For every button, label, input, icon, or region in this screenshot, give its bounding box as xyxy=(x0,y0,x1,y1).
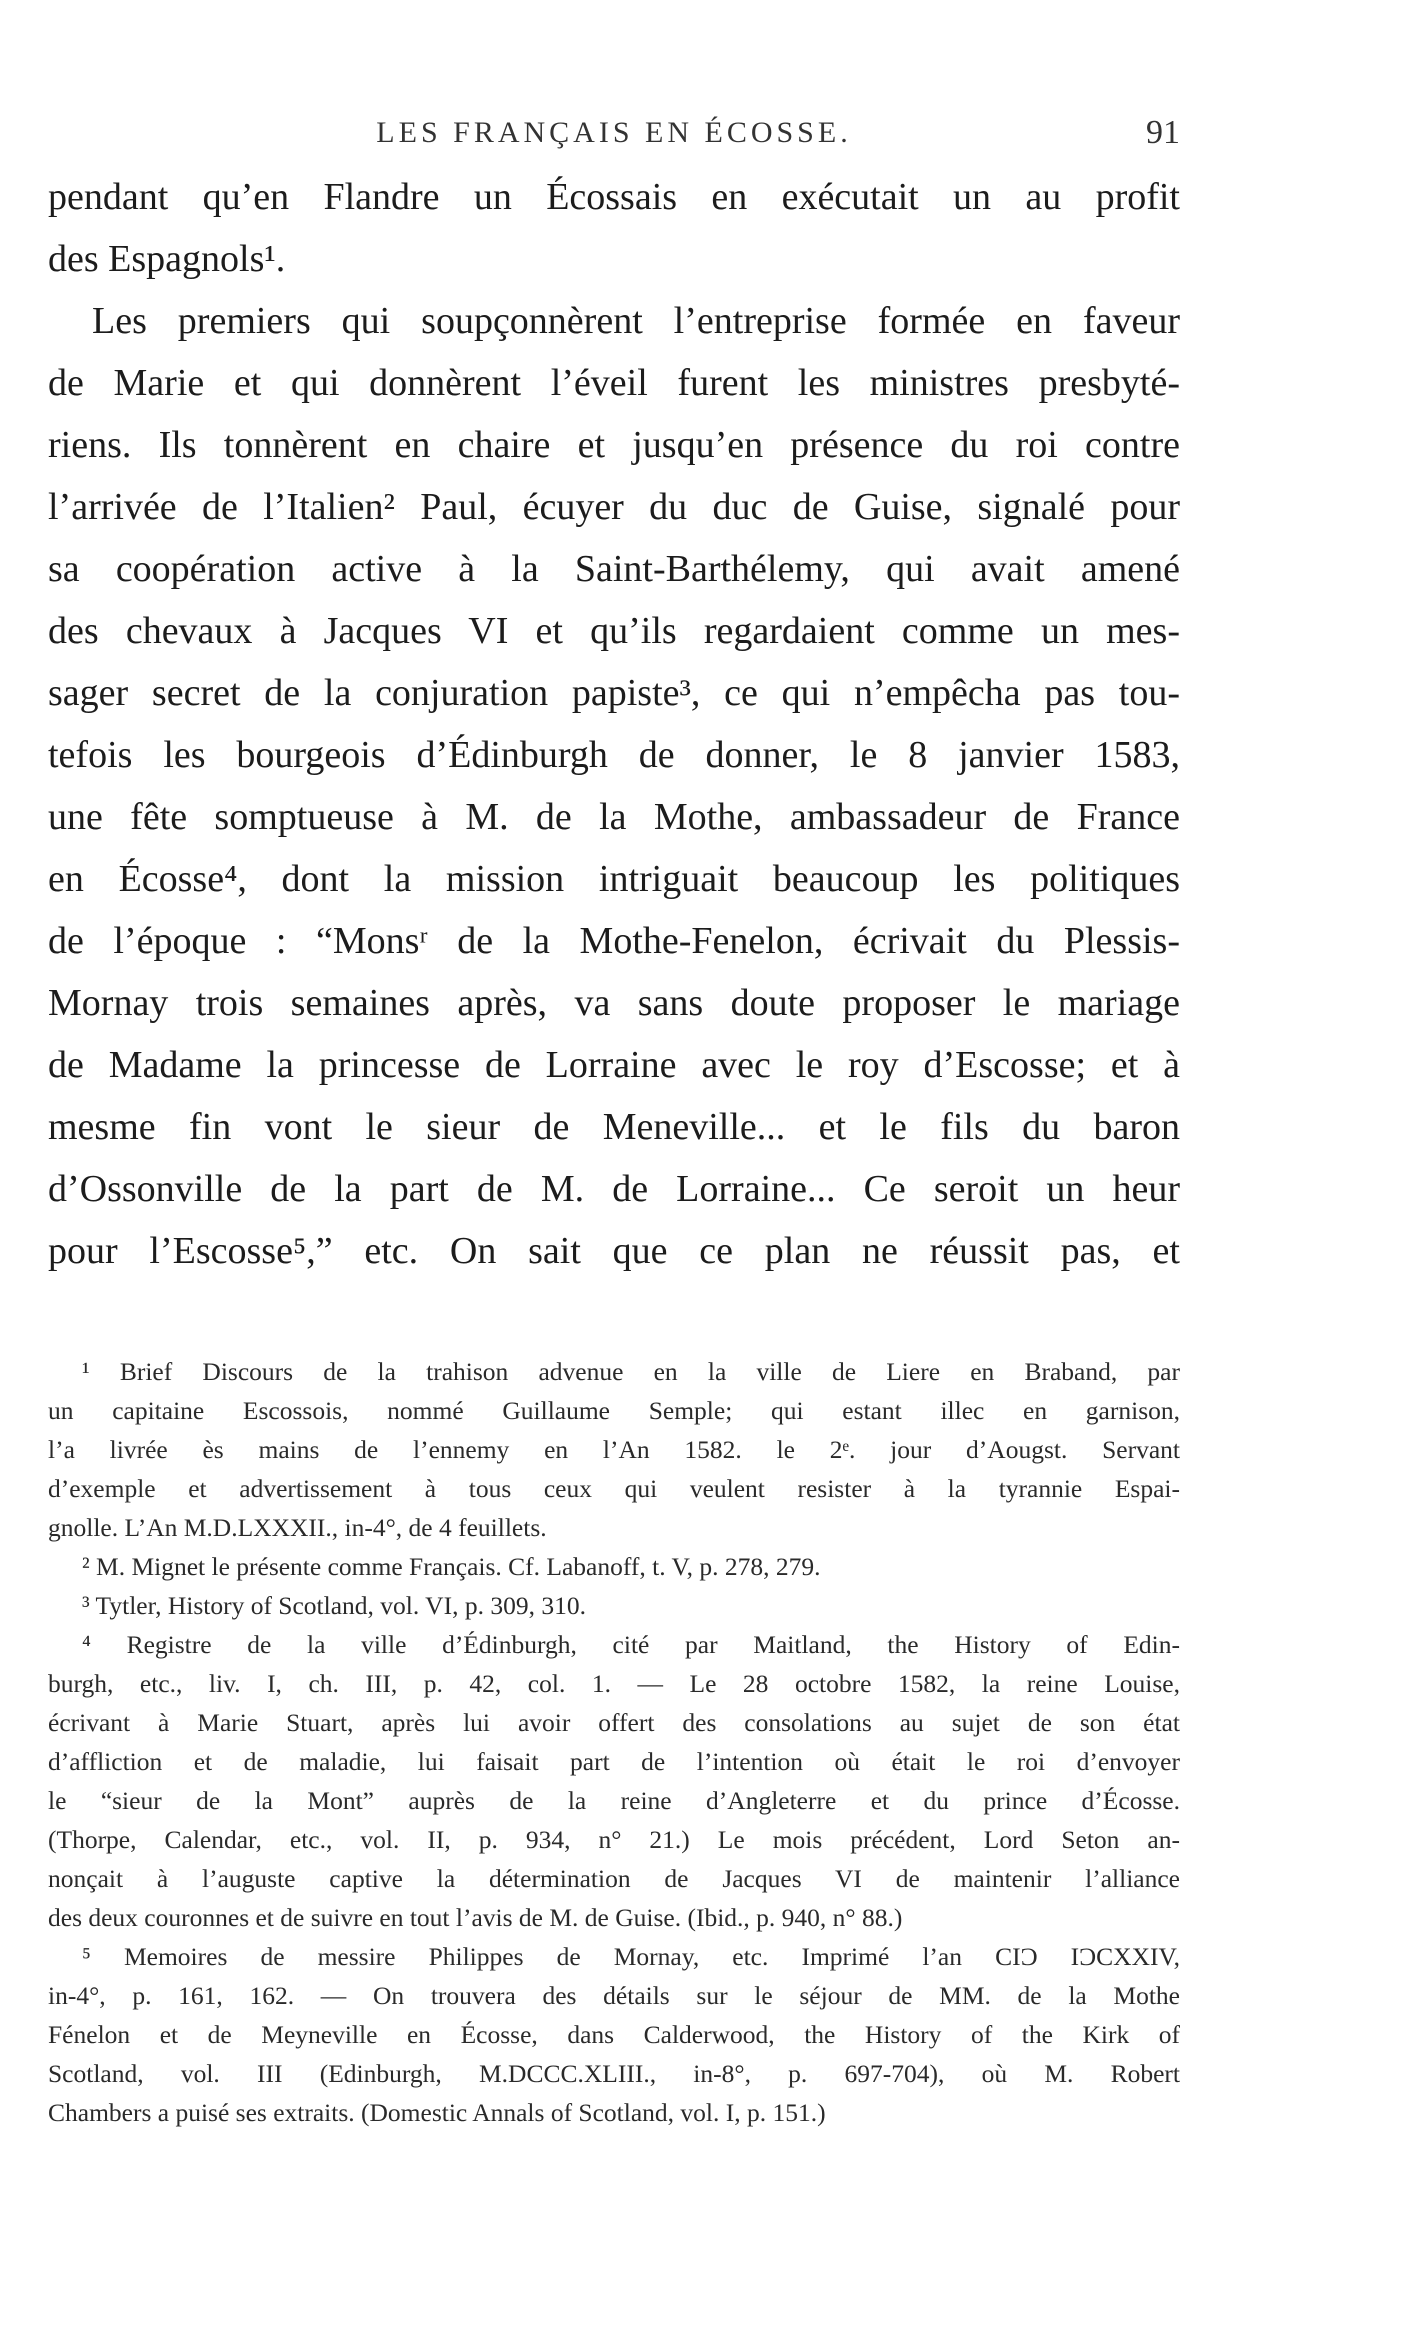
footnote-line: le “sieur de la Mont” auprès de la reine d’Angleterre et du prince d’Écosse. xyxy=(48,1786,1180,1815)
running-title: LES FRANÇAIS EN ÉCOSSE. xyxy=(376,116,852,149)
footnote-line: d’affliction et de maladie, lui faisait part de l’intention où était le roi d’envoyer xyxy=(48,1747,1180,1776)
text-line: de Madame la princesse de Lorraine avec le roy d’Escosse; et à xyxy=(48,1044,1180,1086)
main-text xyxy=(48,166,1180,1282)
text-line: riens. Ils tonnèrent en chaire et jusqu’en présence du roi contre xyxy=(48,424,1180,466)
text-line: une fête somptueuse à M. de la Mothe, ambassadeur de France xyxy=(48,796,1180,838)
text-line: de l’époque : “Monsʳ de la Mothe-Fenelon, écrivait du Plessis- xyxy=(48,920,1180,962)
text-line: l’arrivée de l’Italien² Paul, écuyer du duc de Guise, signalé pour xyxy=(48,486,1180,528)
text-line: sa coopération active à la Saint-Barthélemy, qui avait amené xyxy=(48,548,1180,590)
footnote-line: ⁴ Registre de la ville d’Édinburgh, cité par Maitland, the History of Edin- xyxy=(82,1630,1180,1659)
footnote-line: Fénelon et de Meyneville en Écosse, dans Calderwood, the History of the Kirk of xyxy=(48,2020,1180,2049)
footnote-line: nonçait à l’auguste captive la détermination de Jacques VI de maintenir l’alliance xyxy=(48,1864,1180,1893)
footnotes xyxy=(48,1352,1180,2132)
text-line: Les premiers qui soupçonnèrent l’entreprise formée en faveur xyxy=(92,300,1180,342)
footnote-line: écrivant à Marie Stuart, après lui avoir offert des consolations au sujet de son état xyxy=(48,1708,1180,1737)
footnote-line: ³ Tytler, History of Scotland, vol. VI, p. 309, 310. xyxy=(82,1591,586,1620)
text-line: en Écosse⁴, dont la mission intriguait beaucoup les politiques xyxy=(48,858,1180,900)
footnote-line: ⁵ Memoires de messire Philippes de Mornay, etc. Imprimé l’an CIƆ IƆCXXIV, xyxy=(82,1942,1180,1971)
footnote-line: ¹ Brief Discours de la trahison advenue en la ville de Liere en Braband, par xyxy=(82,1357,1180,1386)
text-line: de Marie et qui donnèrent l’éveil furent les ministres presbyté- xyxy=(48,362,1180,404)
footnote-line: in-4°, p. 161, 162. — On trouvera des détails sur le séjour de MM. de la Mothe xyxy=(48,1981,1180,2010)
text-line: d’Ossonville de la part de M. de Lorraine... Ce seroit un heur xyxy=(48,1168,1180,1210)
text-line: pendant qu’en Flandre un Écossais en exécutait un au profit xyxy=(48,176,1180,218)
footnote-line: burgh, etc., liv. I, ch. III, p. 42, col. 1. — Le 28 octobre 1582, la reine Louise, xyxy=(48,1669,1180,1698)
text-line: tefois les bourgeois d’Édinburgh de donner, le 8 janvier 1583, xyxy=(48,734,1180,776)
text-line: des chevaux à Jacques VI et qu’ils regardaient comme un mes- xyxy=(48,610,1180,652)
text-line: mesme fin vont le sieur de Meneville... et le fils du baron xyxy=(48,1106,1180,1148)
footnote-line: d’exemple et advertissement à tous ceux qui veulent resister à la tyrannie Espai- xyxy=(48,1474,1180,1503)
text-line: sager secret de la conjuration papiste³, ce qui n’empêcha pas tou- xyxy=(48,672,1180,714)
footnote-line: gnolle. L’An M.D.LXXXII., in-4°, de 4 feuillets. xyxy=(48,1513,547,1542)
footnote-line: un capitaine Escossois, nommé Guillaume Semple; qui estant illec en garnison, xyxy=(48,1396,1180,1425)
footnote-line: Chambers a puisé ses extraits. (Domestic Annals of Scotland, vol. I, p. 151.) xyxy=(48,2098,826,2127)
footnote-line: l’a livrée ès mains de l’ennemy en l’An 1582. le 2ᵉ. jour d’Aougst. Servant xyxy=(48,1435,1180,1464)
footnote-line: des deux couronnes et de suivre en tout l’avis de M. de Guise. (Ibid., p. 940, n° 88.) xyxy=(48,1903,903,1932)
running-head xyxy=(48,108,1180,158)
page-number: 91 xyxy=(1146,114,1180,151)
footnote-line: ² M. Mignet le présente comme Français. Cf. Labanoff, t. V, p. 278, 279. xyxy=(82,1552,821,1581)
text-line: pour l’Escosse⁵,” etc. On sait que ce plan ne réussit pas, et xyxy=(48,1230,1180,1272)
footnote-line: (Thorpe, Calendar, etc., vol. II, p. 934, n° 21.) Le mois précédent, Lord Seton an- xyxy=(48,1825,1180,1854)
text-line: Mornay trois semaines après, va sans doute proposer le mariage xyxy=(48,982,1180,1024)
footnote-line: Scotland, vol. III (Edinburgh, M.DCCC.XLIII., in-8°, p. 697-704), où M. Robert xyxy=(48,2059,1180,2088)
text-line: des Espagnols¹. xyxy=(48,238,286,280)
